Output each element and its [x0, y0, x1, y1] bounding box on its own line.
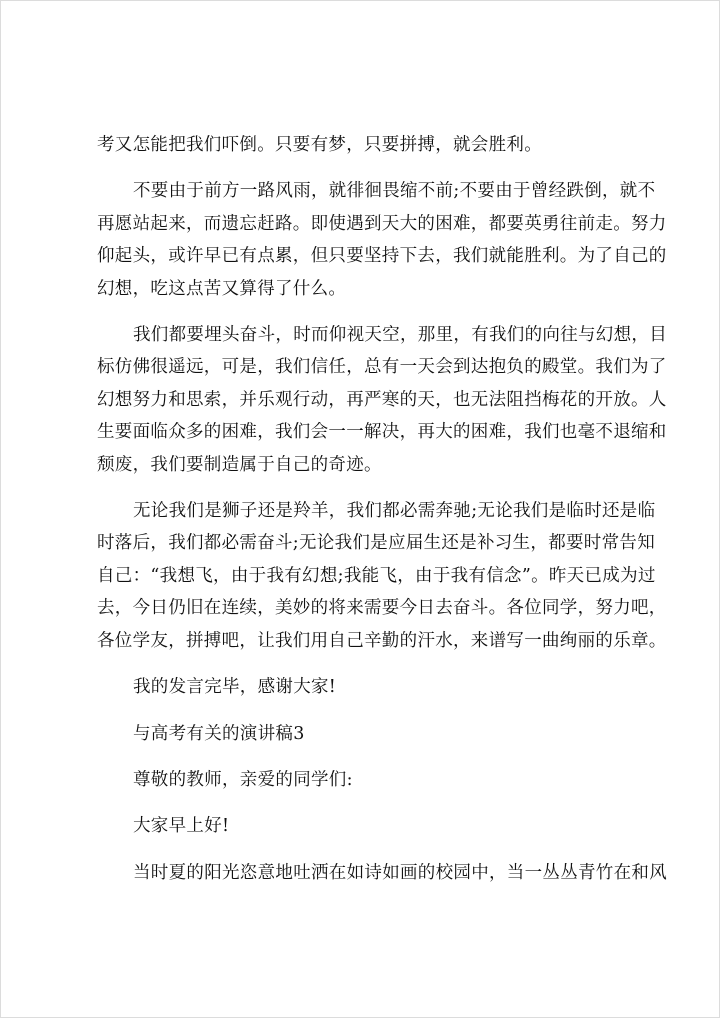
closing-line: 我的发言完毕，感谢大家! — [133, 677, 337, 698]
paragraph-line: 无论我们是狮子还是羚羊，我们都必需奔驰;无论我们是临时还是临 — [133, 501, 656, 522]
document-body — [97, 129, 667, 903]
paragraph-line: 颓废，我们要制造属于自己的奇迹。 — [97, 454, 382, 475]
paragraph-3 — [97, 319, 667, 481]
speech-heading: 与高考有关的演讲稿3 — [133, 723, 305, 744]
paragraph-line: 幻想努力和思索，并乐观行动，再严寒的天，也无法阻挡梅花的开放。人 — [97, 389, 667, 410]
paragraph-1 — [97, 129, 633, 161]
paragraph-line: 当时夏的阳光恣意地吐洒在如诗如画的校园中，当一丛丛青竹在和风 — [133, 862, 667, 883]
paragraph-line: 自己：“我想飞，由于我有幻想;我能飞，由于我有信念”。昨天已成为过 — [97, 565, 656, 586]
salutation-line: 尊敬的教师，亲爱的同学们: — [133, 769, 353, 790]
paragraph-line: 各位学友，拼搏吧，让我们用自己辛勤的汗水，来谱写一曲绚丽的乐章。 — [97, 630, 667, 651]
paragraph-line: 仰起头，或许早已有点累，但只要坚持下去，我们就能胜利。为了自己的 — [97, 246, 667, 267]
paragraph-line: 我们都要埋头奋斗，时而仰视天空，那里，有我们的向往与幻想，目 — [133, 325, 667, 346]
paragraph-line: 再愿站起来，而遗忘赶路。即使遇到天大的困难，都要英勇往前走。努力 — [97, 213, 667, 234]
greeting-line: 大家早上好! — [133, 816, 230, 837]
paragraph-line: 去，今日仍旧在连续，美妙的将来需要今日去奋斗。各位同学，努力吧， — [97, 598, 667, 619]
paragraph-2 — [97, 175, 667, 305]
paragraph-line: 幻想，吃这点苦又算得了什么。 — [97, 278, 347, 299]
paragraph-line: 标仿佛很遥远，可是，我们信任，总有一天会到达抱负的殿堂。我们为了 — [97, 357, 667, 378]
paragraph-line: 时落后，我们都必需奋斗;无论我们是应届生还是补习生，都要时常告知 — [97, 533, 655, 554]
paragraph-4 — [97, 495, 667, 657]
paragraph-line: 生要面临众多的困难，我们会一一解决，再大的困难，我们也毫不退缩和 — [97, 422, 667, 443]
paragraph-line: 考又怎能把我们吓倒。只要有梦，只要拼搏，就会胜利。 — [97, 135, 542, 155]
paragraph-line: 不要由于前方一路风雨，就徘徊畏缩不前;不要由于曾经跌倒，就不 — [133, 181, 656, 202]
